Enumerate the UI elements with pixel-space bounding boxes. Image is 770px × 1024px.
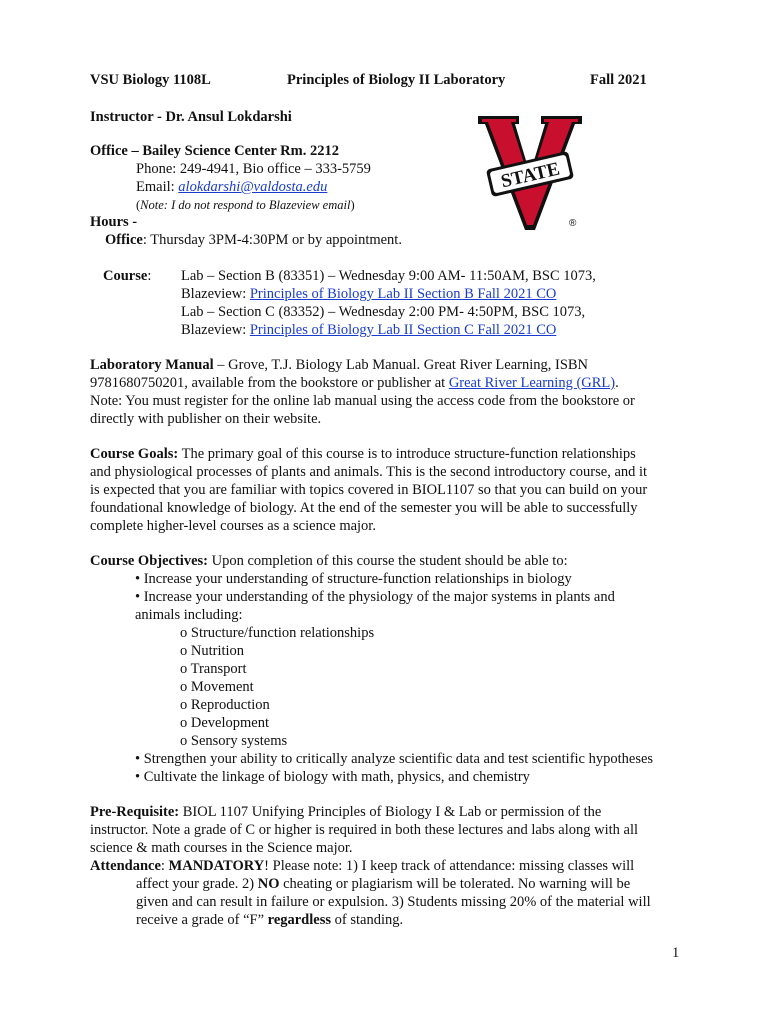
note-close: ) (350, 198, 355, 212)
vsu-state-logo (475, 112, 585, 232)
objective-sub-item: o Transport (180, 661, 247, 677)
attendance-line-4 (136, 911, 403, 929)
prereq-line-2: instructor. Note a grade of C or higher is required in both these lectures and labs along with all (90, 822, 639, 838)
prereq-line-1 (90, 803, 601, 821)
email-line (136, 178, 327, 196)
attendance-no: NO (257, 876, 280, 892)
registered-mark: ® (569, 218, 577, 229)
objective-bullet-continued: animals including: (135, 607, 243, 623)
blazeview-label: Blazeview: (181, 286, 250, 302)
page-number: 1 (672, 945, 680, 961)
note-text: Note: I do not respond to Blazeview email (140, 198, 351, 212)
course-code: VSU Biology 1108L (90, 72, 211, 88)
attendance-mandatory: MANDATORY (168, 858, 265, 874)
prereq-label: Pre-Requisite: (90, 804, 180, 820)
office-location: Office – Bailey Science Center Rm. 2212 (90, 143, 339, 159)
objective-sub-item: o Structure/function relationships (180, 625, 375, 641)
prereq-text: BIOL 1107 Unifying Principles of Biology I & Lab or permission of the (179, 804, 602, 820)
course-line-3: Lab – Section C (83352) – Wednesday 2:00 PM- 4:50PM, BSC 1073, (181, 304, 586, 320)
objective-sub-item: o Sensory systems (180, 733, 288, 749)
lab-manual-line-4: directly with publisher on their website. (90, 411, 322, 427)
attendance-text-1: ! Please note: 1) I keep track of attendance: missing classes will (264, 858, 635, 874)
term: Fall 2021 (590, 72, 647, 88)
attendance-text-4a: receive a grade of “F” (136, 912, 268, 928)
course-label-colon: : (147, 268, 152, 284)
objective-sub-item: o Nutrition (180, 643, 245, 659)
attendance-line-3: given and can result in failure or expulsion. 3) Students missing 20% of the material will (136, 894, 651, 910)
attendance-text-2a: affect your grade. 2) (136, 876, 258, 892)
objectives-label: Course Objectives: (90, 553, 208, 569)
hours-label: Hours - (90, 214, 138, 230)
course-title: Principles of Biology II Laboratory (287, 72, 506, 88)
email-note (136, 196, 355, 214)
course-line-4 (181, 321, 556, 339)
objective-sub-item: o Movement (180, 679, 254, 695)
email-link[interactable]: alokdarshi@valdosta.edu (178, 179, 328, 195)
email-prefix: Email: (136, 179, 179, 195)
office-hours-label: Office (105, 232, 143, 248)
lab-manual-line-1 (90, 356, 588, 374)
course-label (103, 267, 151, 285)
objectives-intro-text: Upon completion of this course the student should be able to: (207, 553, 568, 569)
course-label-text: Course (103, 268, 148, 284)
attendance-colon: : (160, 858, 169, 874)
section-c-link[interactable]: Principles of Biology Lab II Section C Fall 2021 CO (249, 322, 557, 338)
objective-bullet: • Strengthen your ability to critically analyze scientific data and test scientific hypotheses (135, 751, 654, 767)
office-hours (105, 231, 402, 249)
goals-line-5: complete higher-level courses as a science major. (90, 518, 376, 534)
objectives-intro (90, 552, 568, 570)
objective-sub-item: o Reproduction (180, 697, 270, 713)
goals-label: Course Goals: (90, 446, 179, 462)
lab-manual-line-3: Note: You must register for the online lab manual using the access code from the bookstore or (90, 393, 635, 409)
attendance-line-2 (136, 875, 630, 893)
attendance-label: Attendance (90, 858, 161, 874)
lab-manual-period: . (615, 375, 619, 391)
phone-line: Phone: 249-4941, Bio office – 333-5759 (136, 161, 371, 177)
goals-line-1 (90, 445, 636, 463)
objective-bullet: • Increase your understanding of the physiology of the major systems in plants and (135, 589, 615, 605)
objective-sub-item: o Development (180, 715, 269, 731)
objective-bullet: • Cultivate the linkage of biology with math, physics, and chemistry (135, 769, 530, 785)
lab-manual-text: – Grove, T.J. Biology Lab Manual. Great River Learning, ISBN (213, 357, 589, 373)
lab-manual-line-2 (90, 374, 619, 392)
objective-bullet: • Increase your understanding of structure-function relationships in biology (135, 571, 572, 587)
office-hours-text: : Thursday 3PM-4:30PM or by appointment. (142, 232, 402, 248)
goals-text-1: The primary goal of this course is to introduce structure-function relationships (178, 446, 636, 462)
course-line-2 (181, 285, 556, 303)
blazeview-label: Blazeview: (181, 322, 250, 338)
grl-link[interactable]: Great River Learning (GRL) (448, 375, 616, 391)
attendance-line-1 (90, 857, 634, 875)
note-open: ( (136, 198, 141, 212)
lab-manual-isbn: 9781680750201, available from the bookstore or publisher at (90, 375, 449, 391)
attendance-text-4b: of standing. (331, 912, 404, 928)
logo-state-text: STATE (498, 158, 562, 193)
instructor-line: Instructor - Dr. Ansul Lokdarshi (90, 109, 292, 125)
lab-manual-label: Laboratory Manual (90, 357, 214, 373)
attendance-regardless: regardless (267, 912, 332, 928)
attendance-text-2b: cheating or plagiarism will be tolerated. No warning will be (279, 876, 631, 892)
section-b-link[interactable]: Principles of Biology Lab II Section B Fall 2021 CO (249, 286, 557, 302)
course-line-1: Lab – Section B (83351) – Wednesday 9:00 AM- 11:50AM, BSC 1073, (181, 268, 596, 284)
prereq-line-3: science & math courses in the Science major. (90, 840, 353, 856)
goals-line-3: is expected that you are familiar with topics covered in BIOL1107 so that you can build on your (90, 482, 648, 498)
goals-line-4: foundational knowledge of biology. At the end of the semester you will be able to successfully (90, 500, 638, 516)
goals-line-2: and physiological processes of plants and animals. This is the second introductory course, and it (90, 464, 648, 480)
